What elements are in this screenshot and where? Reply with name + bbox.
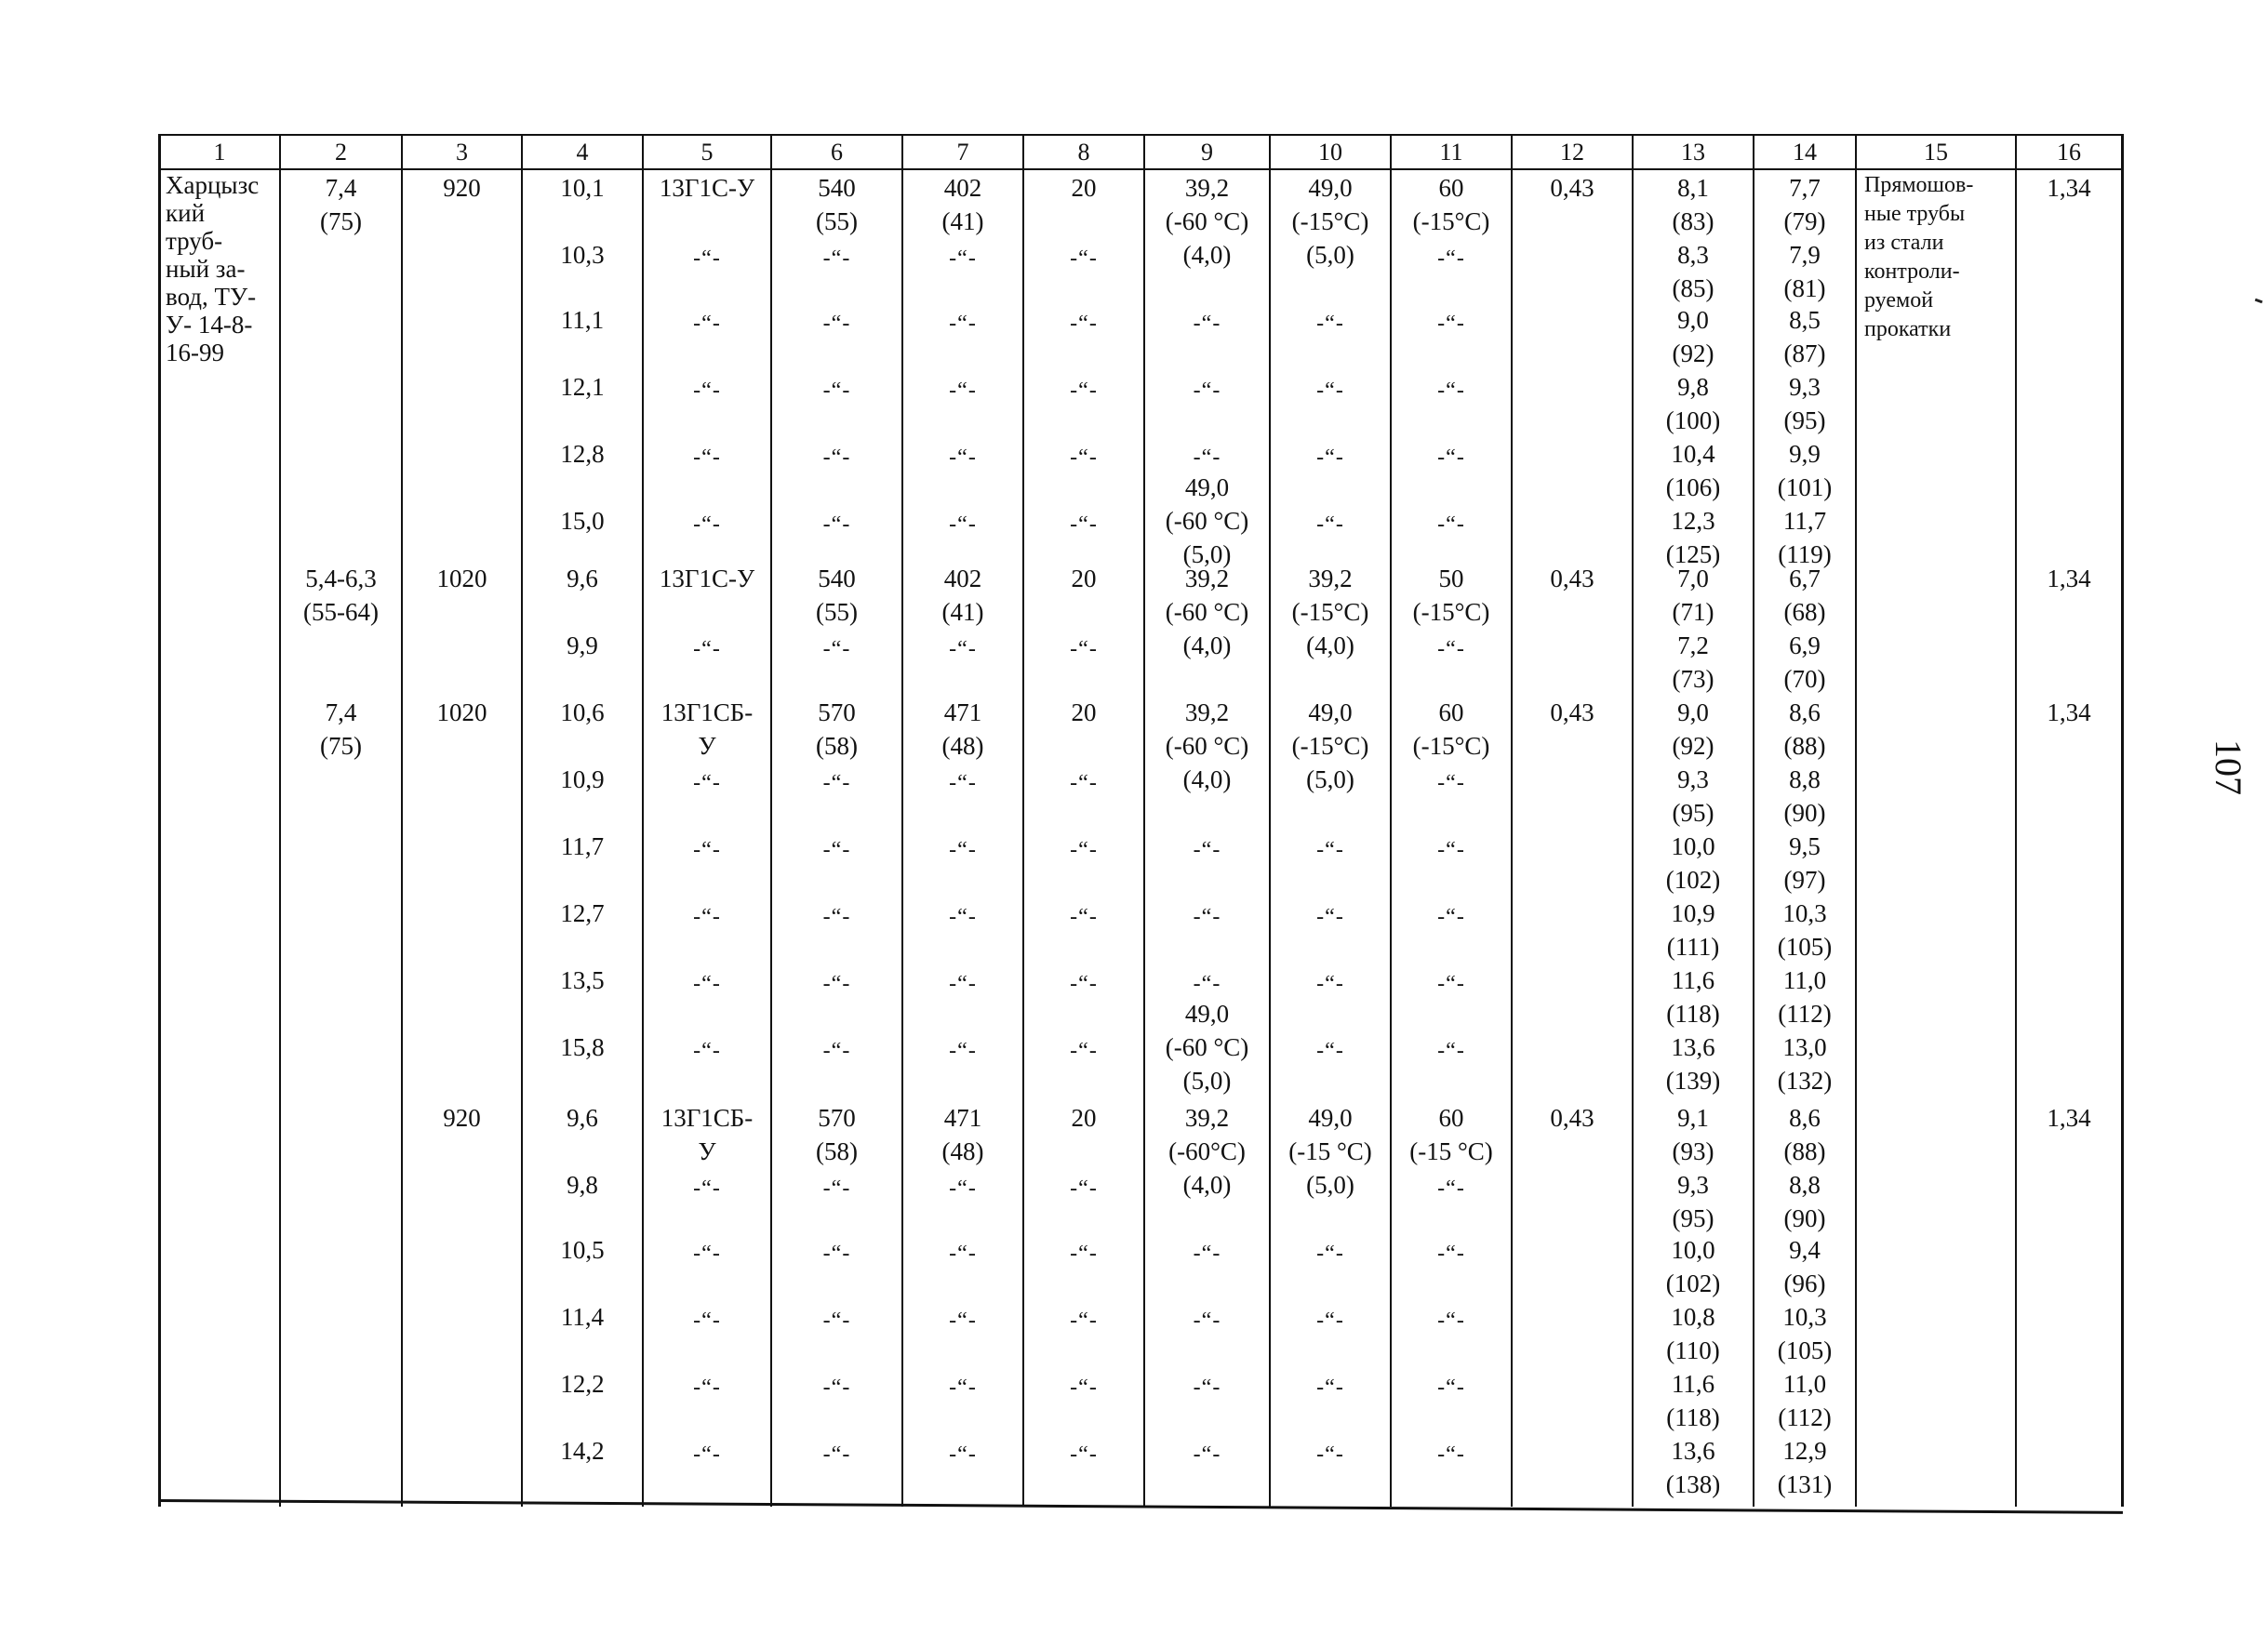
ditto-mark: -“- <box>949 1442 977 1467</box>
cell-col14: 8,8 (90) <box>1783 765 1826 827</box>
ditto-mark: -“- <box>693 1242 721 1266</box>
cell-col12: 0,43 <box>1550 698 1594 726</box>
cell-wall-thickness: 12,2 <box>560 1370 605 1398</box>
cell-wall-thickness: 9,6 <box>567 1104 598 1132</box>
ditto-mark: -“- <box>822 972 851 996</box>
cell-wall-thickness: 9,9 <box>567 631 598 659</box>
cell-wall-thickness: 9,8 <box>567 1171 598 1199</box>
cell-col9: 39,2 (-60 °C) (4,0) <box>1165 698 1249 793</box>
margin-mark <box>2255 299 2263 304</box>
ditto-mark: -“- <box>1070 379 1098 403</box>
table-top-rule <box>158 134 2123 136</box>
cell-wall-thickness: 12,1 <box>560 373 605 401</box>
cell-wall-thickness: 15,0 <box>560 507 605 535</box>
cell-steel-grade: 13Г1СБ- У <box>660 698 754 760</box>
ditto-mark: -“- <box>1437 1176 1465 1201</box>
ditto-mark: -“- <box>1316 972 1344 996</box>
cell-col14: 11,7 (119) <box>1778 507 1832 568</box>
header-col-13: 13 <box>1681 139 1705 166</box>
cell-col14: 8,6 (88) <box>1783 698 1826 760</box>
cell-col13: 9,8 (100) <box>1665 373 1721 434</box>
ditto-mark: -“- <box>1070 1376 1098 1400</box>
cell-col13: 9,3 (95) <box>1672 765 1714 827</box>
col-border-0 <box>158 134 161 1507</box>
cell-pressure: 7,4 (75) <box>320 174 362 235</box>
ditto-mark: -“- <box>693 1039 721 1063</box>
ditto-mark: -“- <box>822 445 851 470</box>
cell-wall-thickness: 12,7 <box>560 899 605 927</box>
cell-col11: 60 (-15°C) <box>1412 174 1490 235</box>
cell-col7: 471 (48) <box>941 698 984 760</box>
cell-col14: 6,7 (68) <box>1783 565 1826 626</box>
ditto-mark: -“- <box>822 838 851 862</box>
ditto-mark: -“- <box>1070 905 1098 929</box>
ditto-mark: -“- <box>822 246 851 271</box>
cell-col13: 9,0 (92) <box>1672 698 1714 760</box>
ditto-mark: -“- <box>822 1039 851 1063</box>
cell-col16: 1,34 <box>2047 565 2091 592</box>
cell-col14: 7,7 (79) <box>1783 174 1826 235</box>
ditto-mark: -“- <box>1193 445 1221 470</box>
ditto-mark: -“- <box>693 1376 721 1400</box>
col-border-16 <box>2121 134 2124 1507</box>
cell-col13: 8,3 (85) <box>1672 241 1714 302</box>
cell-col7: 471 (48) <box>941 1104 984 1165</box>
cell-col16: 1,34 <box>2047 174 2091 202</box>
cell-col13: 11,6 (118) <box>1666 1370 1720 1431</box>
ditto-mark: -“- <box>693 1309 721 1333</box>
ditto-mark: -“- <box>822 1309 851 1333</box>
header-col-2: 2 <box>335 139 347 166</box>
remark-line: контроли- <box>1864 259 1960 284</box>
manufacturer-line: ный за- <box>166 255 246 283</box>
ditto-mark: -“- <box>949 246 977 271</box>
cell-col13: 10,4 (106) <box>1665 440 1721 501</box>
ditto-mark: -“- <box>949 771 977 795</box>
ditto-mark: -“- <box>693 838 721 862</box>
ditto-mark: -“- <box>949 1242 977 1266</box>
cell-col8: 20 <box>1071 1104 1097 1132</box>
ditto-mark: -“- <box>1437 379 1465 403</box>
cell-pressure: 7,4 (75) <box>320 698 362 760</box>
manufacturer-line: 16-99 <box>166 339 224 366</box>
header-col-3: 3 <box>456 139 468 166</box>
cell-col13: 12,3 (125) <box>1665 507 1721 568</box>
header-col-8: 8 <box>1077 139 1090 166</box>
cell-col14: 8,5 (87) <box>1783 306 1826 367</box>
cell-col13: 10,8 (110) <box>1666 1303 1720 1364</box>
ditto-mark: -“- <box>693 972 721 996</box>
ditto-mark: -“- <box>1437 512 1465 537</box>
cell-col14: 9,5 (97) <box>1783 832 1826 894</box>
cell-col8: 20 <box>1071 174 1097 202</box>
cell-col14: 10,3 (105) <box>1777 1303 1833 1364</box>
cell-col14: 8,6 (88) <box>1783 1104 1826 1165</box>
ditto-mark: -“- <box>949 1376 977 1400</box>
cell-col13: 13,6 (139) <box>1665 1033 1721 1095</box>
header-col-9: 9 <box>1201 139 1213 166</box>
header-col-10: 10 <box>1318 139 1342 166</box>
ditto-mark: -“- <box>822 1176 851 1201</box>
ditto-mark: -“- <box>822 379 851 403</box>
cell-wall-thickness: 10,5 <box>560 1236 605 1264</box>
cell-steel-grade: 13Г1С-У <box>659 174 755 202</box>
header-col-14: 14 <box>1793 139 1817 166</box>
cell-col13: 9,3 (95) <box>1672 1171 1714 1232</box>
cell-col11: 60 (-15°C) <box>1412 698 1490 760</box>
ditto-mark: -“- <box>1437 1039 1465 1063</box>
ditto-mark: -“- <box>949 972 977 996</box>
cell-col16: 1,34 <box>2047 698 2091 726</box>
cell-wall-thickness: 10,3 <box>560 241 605 269</box>
ditto-mark: -“- <box>949 905 977 929</box>
cell-col13: 10,0 (102) <box>1665 1236 1721 1297</box>
cell-col7: 402 (41) <box>941 565 984 626</box>
ditto-mark: -“- <box>1316 838 1344 862</box>
cell-wall-thickness: 11,4 <box>560 1303 605 1331</box>
ditto-mark: -“- <box>1437 1242 1465 1266</box>
ditto-mark: -“- <box>693 445 721 470</box>
ditto-mark: -“- <box>949 1309 977 1333</box>
cell-col7: 402 (41) <box>941 174 984 235</box>
cell-col13: 7,0 (71) <box>1672 565 1714 626</box>
ditto-mark: -“- <box>949 1176 977 1201</box>
cell-col13: 7,2 (73) <box>1672 631 1714 693</box>
cell-steel-grade: 13Г1С-У <box>659 565 755 592</box>
ditto-mark: -“- <box>1316 905 1344 929</box>
manufacturer-line: У- 14-8- <box>166 311 253 339</box>
cell-col12: 0,43 <box>1550 565 1594 592</box>
cell-col14: 7,9 (81) <box>1783 241 1826 302</box>
cell-col14: 6,9 (70) <box>1783 631 1826 693</box>
ditto-mark: -“- <box>693 379 721 403</box>
cell-wall-thickness: 10,6 <box>560 698 605 726</box>
manufacturer-cell <box>166 171 277 366</box>
cell-col9: 39,2 (-60°C) (4,0) <box>1168 1104 1246 1199</box>
ditto-mark: -“- <box>1070 246 1098 271</box>
manufacturer-line: Харцызс <box>166 171 260 199</box>
ditto-mark: -“- <box>693 905 721 929</box>
ditto-mark: -“- <box>949 838 977 862</box>
ditto-mark: -“- <box>822 637 851 661</box>
ditto-mark: -“- <box>822 1442 851 1467</box>
cell-col12: 0,43 <box>1550 1104 1594 1132</box>
ditto-mark: -“- <box>822 771 851 795</box>
header-col-5: 5 <box>700 139 714 166</box>
ditto-mark: -“- <box>1070 1242 1098 1266</box>
remark-cell <box>1864 171 2009 344</box>
ditto-mark: -“- <box>1193 1309 1221 1333</box>
manufacturer-line: вод, ТУ- <box>166 283 257 311</box>
ditto-mark: -“- <box>1437 312 1465 336</box>
remark-line: ные трубы <box>1864 202 1966 226</box>
header-col-11: 11 <box>1439 139 1463 166</box>
cell-col11: 60 (-15 °C) <box>1409 1104 1493 1165</box>
ditto-mark: -“- <box>949 379 977 403</box>
header-col-16: 16 <box>2057 139 2081 166</box>
ditto-mark: -“- <box>1437 972 1465 996</box>
col-border-1 <box>279 134 281 1507</box>
cell-col9: 39,2 (-60 °C) (4,0) <box>1165 565 1249 659</box>
ditto-mark: -“- <box>822 312 851 336</box>
cell-wall-thickness: 10,9 <box>560 765 605 793</box>
ditto-mark: -“- <box>1193 1376 1221 1400</box>
ditto-mark: -“- <box>822 1376 851 1400</box>
ditto-mark: -“- <box>949 1039 977 1063</box>
cell-col14: 9,4 (96) <box>1783 1236 1826 1297</box>
cell-pressure: 5,4-6,3 (55-64) <box>303 565 379 626</box>
cell-col14: 8,8 (90) <box>1783 1171 1826 1232</box>
remark-line: из стали <box>1864 231 1944 255</box>
col-border-2 <box>401 134 403 1507</box>
ditto-mark: -“- <box>693 246 721 271</box>
ditto-mark: -“- <box>1193 312 1221 336</box>
cell-wall-thickness: 12,8 <box>560 440 605 468</box>
header-col-7: 7 <box>956 139 969 166</box>
cell-col6: 540 (55) <box>816 565 858 626</box>
cell-steel-grade: 13Г1СБ- У <box>660 1104 754 1165</box>
ditto-mark: -“- <box>949 637 977 661</box>
manufacturer-line: кий <box>166 199 206 227</box>
ditto-mark: -“- <box>693 312 721 336</box>
page-number: 107 <box>2208 739 2249 795</box>
ditto-mark: -“- <box>949 312 977 336</box>
header-col-6: 6 <box>831 139 843 166</box>
remark-line: руемой <box>1864 288 1934 312</box>
ditto-mark: -“- <box>1437 1442 1465 1467</box>
ditto-mark: -“- <box>1193 1442 1221 1467</box>
ditto-mark: -“- <box>1070 1442 1098 1467</box>
ditto-mark: -“- <box>693 512 721 537</box>
ditto-mark: -“- <box>693 637 721 661</box>
remark-line: прокатки <box>1864 317 1952 341</box>
col-border-15 <box>2015 134 2017 1507</box>
ditto-mark: -“- <box>1437 637 1465 661</box>
ditto-mark: -“- <box>1070 637 1098 661</box>
ditto-mark: -“- <box>1437 246 1465 271</box>
cell-col8: 20 <box>1071 565 1097 592</box>
ditto-mark: -“- <box>1316 379 1344 403</box>
cell-col14: 11,0 (112) <box>1778 1370 1832 1431</box>
ditto-mark: -“- <box>1316 1309 1344 1333</box>
cell-col6: 570 (58) <box>816 1104 858 1165</box>
cell-col14: 11,0 (112) <box>1778 966 1832 1028</box>
header-col-4: 4 <box>576 139 589 166</box>
ditto-mark: -“- <box>822 512 851 537</box>
ditto-mark: -“- <box>1070 512 1098 537</box>
cell-diameter: 1020 <box>436 698 487 726</box>
cell-col9: 49,0 (-60 °C) (5,0) <box>1165 473 1249 568</box>
header-col-12: 12 <box>1560 139 1584 166</box>
cell-wall-thickness: 10,1 <box>560 174 605 202</box>
cell-col14: 9,3 (95) <box>1783 373 1826 434</box>
cell-col8: 20 <box>1071 698 1097 726</box>
cell-wall-thickness: 13,5 <box>560 966 605 994</box>
cell-col13: 10,9 (111) <box>1666 899 1720 961</box>
cell-col10: 39,2 (-15°C) (4,0) <box>1291 565 1369 659</box>
ditto-mark: -“- <box>1070 445 1098 470</box>
ditto-mark: -“- <box>1193 379 1221 403</box>
cell-col10: 49,0 (-15°C) (5,0) <box>1291 174 1369 269</box>
ditto-mark: -“- <box>949 445 977 470</box>
ditto-mark: -“- <box>1070 838 1098 862</box>
table-bottom-rule <box>158 1499 2123 1514</box>
ditto-mark: -“- <box>693 771 721 795</box>
header-col-1: 1 <box>213 139 226 166</box>
ditto-mark: -“- <box>1070 1309 1098 1333</box>
header-bottom-rule <box>158 168 2123 170</box>
manufacturer-line: труб- <box>166 227 223 255</box>
cell-wall-thickness: 11,7 <box>560 832 605 860</box>
cell-col13: 8,1 (83) <box>1672 174 1714 235</box>
ditto-mark: -“- <box>1193 838 1221 862</box>
ditto-mark: -“- <box>822 905 851 929</box>
ditto-mark: -“- <box>1070 312 1098 336</box>
ditto-mark: -“- <box>1437 1376 1465 1400</box>
cell-diameter: 920 <box>443 1104 481 1132</box>
cell-col13: 9,0 (92) <box>1672 306 1714 367</box>
cell-col10: 49,0 (-15 °C) (5,0) <box>1288 1104 1372 1199</box>
ditto-mark: -“- <box>1316 312 1344 336</box>
ditto-mark: -“- <box>1070 1176 1098 1201</box>
ditto-mark: -“- <box>1316 445 1344 470</box>
cell-col14: 9,9 (101) <box>1777 440 1833 501</box>
ditto-mark: -“- <box>1316 1376 1344 1400</box>
ditto-mark: -“- <box>1316 1242 1344 1266</box>
cell-col14: 13,0 (132) <box>1777 1033 1833 1095</box>
ditto-mark: -“- <box>1437 771 1465 795</box>
cell-col10: 49,0 (-15°C) (5,0) <box>1291 698 1369 793</box>
cell-col13: 11,6 (118) <box>1666 966 1720 1028</box>
cell-col12: 0,43 <box>1550 174 1594 202</box>
ditto-mark: -“- <box>822 1242 851 1266</box>
ditto-mark: -“- <box>1316 1039 1344 1063</box>
ditto-mark: -“- <box>693 1176 721 1201</box>
cell-col13: 9,1 (93) <box>1672 1104 1714 1165</box>
ditto-mark: -“- <box>1316 1442 1344 1467</box>
cell-wall-thickness: 9,6 <box>567 565 598 592</box>
ditto-mark: -“- <box>1437 445 1465 470</box>
cell-diameter: 1020 <box>436 565 487 592</box>
ditto-mark: -“- <box>1437 838 1465 862</box>
remark-line: Прямошов- <box>1864 173 1974 197</box>
header-col-15: 15 <box>1924 139 1948 166</box>
cell-diameter: 920 <box>443 174 481 202</box>
cell-wall-thickness: 14,2 <box>560 1437 605 1465</box>
ditto-mark: -“- <box>1070 972 1098 996</box>
cell-wall-thickness: 11,1 <box>560 306 605 334</box>
cell-col6: 540 (55) <box>816 174 858 235</box>
ditto-mark: -“- <box>1437 905 1465 929</box>
cell-col14: 12,9 (131) <box>1777 1437 1833 1498</box>
ditto-mark: -“- <box>1316 512 1344 537</box>
col-border-14 <box>1855 134 1857 1507</box>
cell-col14: 10,3 (105) <box>1777 899 1833 961</box>
cell-col9: 39,2 (-60 °C) (4,0) <box>1165 174 1249 269</box>
ditto-mark: -“- <box>1437 1309 1465 1333</box>
ditto-mark: -“- <box>1070 771 1098 795</box>
ditto-mark: -“- <box>1193 972 1221 996</box>
cell-col13: 10,0 (102) <box>1665 832 1721 894</box>
ditto-mark: -“- <box>1193 905 1221 929</box>
ditto-mark: -“- <box>1070 1039 1098 1063</box>
cell-col6: 570 (58) <box>816 698 858 760</box>
ditto-mark: -“- <box>1193 1242 1221 1266</box>
cell-wall-thickness: 15,8 <box>560 1033 605 1061</box>
cell-col13: 13,6 (138) <box>1665 1437 1721 1498</box>
col-border-11 <box>1511 134 1513 1507</box>
ditto-mark: -“- <box>693 1442 721 1467</box>
cell-col16: 1,34 <box>2047 1104 2091 1132</box>
cell-col11: 50 (-15°C) <box>1412 565 1490 626</box>
ditto-mark: -“- <box>949 512 977 537</box>
cell-col9: 49,0 (-60 °C) (5,0) <box>1165 1000 1249 1095</box>
